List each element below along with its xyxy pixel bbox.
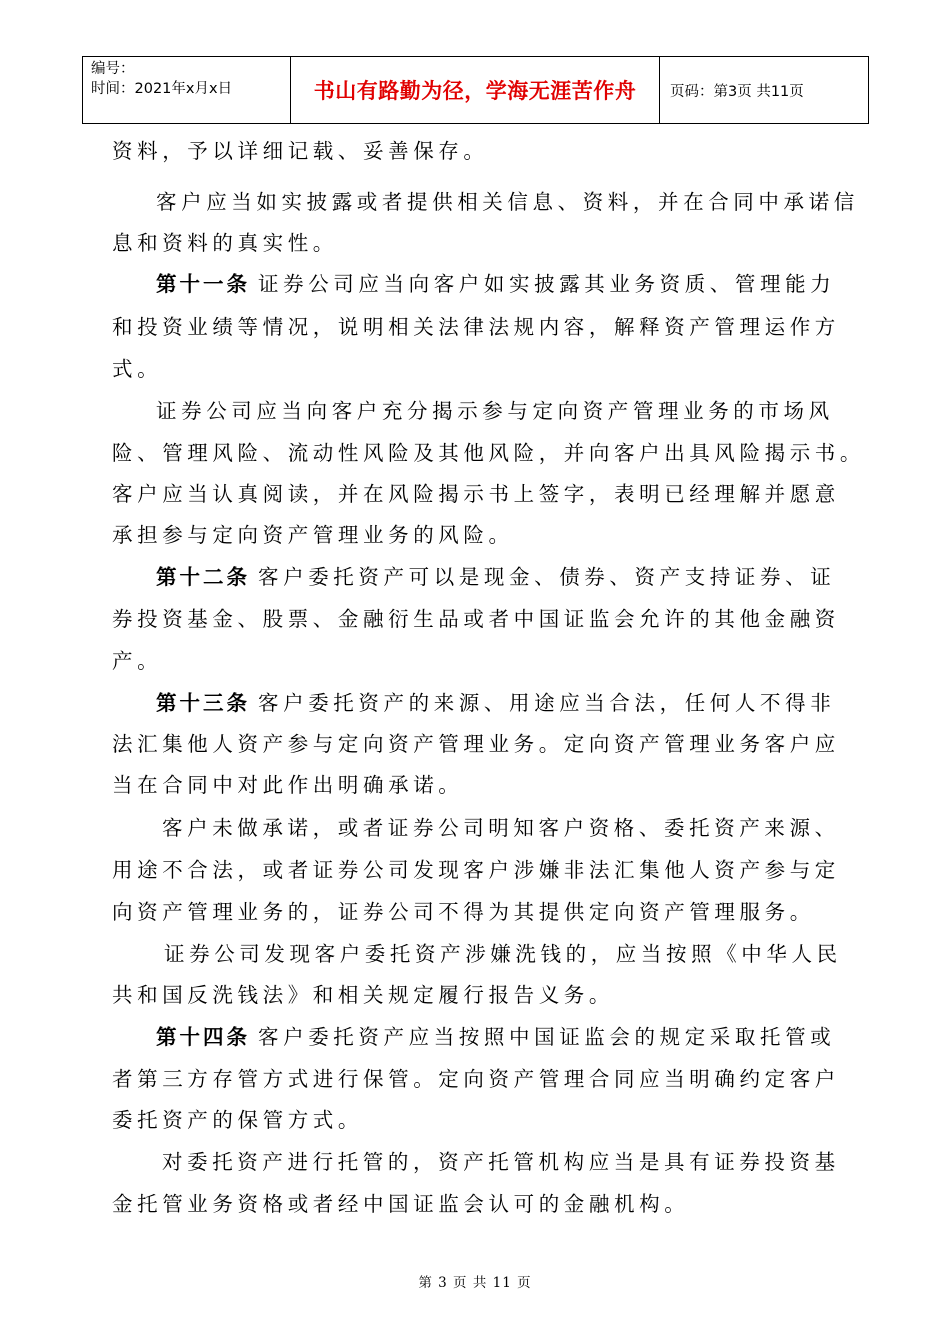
text-line: 共和国反洗钱法》和相关规定履行报告义务。 [112, 983, 614, 1007]
header-meta-cell [83, 57, 291, 124]
text-line: 客户未做承诺，或者证券公司明知客户资格、委托资产来源、 [162, 816, 840, 840]
text-line: 者第三方存管方式进行保管。定向资产管理合同应当明确约定客户 [112, 1067, 840, 1091]
header-motto: 书山有路勤为径，学海无涯苦作舟 [291, 57, 660, 124]
text-line: 金托管业务资格或者经中国证监会认可的金融机构。 [112, 1192, 690, 1216]
header-page-info: 页码：第3页 共11页 [660, 57, 869, 124]
text-line: 息和资料的真实性。 [112, 231, 338, 255]
article-heading: 第十一条 [156, 272, 250, 296]
text-line: 证券公司发现客户委托资产涉嫌洗钱的，应当按照《中华人民 [164, 942, 842, 966]
text-line: 客户应当认真阅读，并在风险揭示书上签字，表明已经理解并愿意 [112, 482, 840, 506]
text-line: 对委托资产进行托管的，资产托管机构应当是具有证券投资基 [162, 1150, 840, 1174]
text-line: 委托资产的保管方式。 [112, 1108, 363, 1132]
article-line: 第十一条 证券公司应当向客户如实披露其业务资质、管理能力 [156, 272, 836, 296]
document-number-label: 编号： [91, 61, 135, 77]
article-heading: 第十四条 [156, 1025, 250, 1049]
text-line: 产。 [112, 649, 163, 673]
text-line: 当在合同中对此作出明确承诺。 [112, 773, 464, 797]
text-line: 式。 [112, 357, 163, 381]
article-heading: 第十三条 [156, 691, 250, 715]
page-header [82, 56, 869, 124]
text-line: 客户应当如实披露或者提供相关信息、资料，并在合同中承诺信 [156, 190, 859, 214]
article-heading: 第十二条 [156, 565, 250, 589]
text-line: 用途不合法，或者证券公司发现客户涉嫌非法汇集他人资产参与定 [112, 858, 840, 882]
page-footer: 第 3 页 共 11 页 [418, 1275, 532, 1291]
text-line: 向资产管理业务的，证券公司不得为其提供定向资产管理服务。 [112, 900, 815, 924]
text-line: 和投资业绩等情况，说明相关法律法规内容，解释资产管理运作方 [112, 315, 840, 339]
text-line: 证券公司应当向客户充分揭示参与定向资产管理业务的市场风 [156, 399, 834, 423]
document-time-label: 时间：2021年x月x日 [91, 81, 233, 97]
article-line: 第十二条 客户委托资产可以是现金、债券、资产支持证券、证 [156, 565, 836, 589]
text-line: 险、管理风险、流动性风险及其他风险，并向客户出具风险揭示书。 [112, 441, 865, 465]
text-line: 券投资基金、股票、金融衍生品或者中国证监会允许的其他金融资 [112, 607, 840, 631]
text-line: 资料，予以详细记载、妥善保存。 [112, 139, 489, 163]
article-line: 第十四条 客户委托资产应当按照中国证监会的规定采取托管或 [156, 1025, 836, 1049]
text-line: 承担参与定向资产管理业务的风险。 [112, 523, 514, 547]
article-line: 第十三条 客户委托资产的来源、用途应当合法，任何人不得非 [156, 691, 836, 715]
text-line: 法汇集他人资产参与定向资产管理业务。定向资产管理业务客户应 [112, 732, 840, 756]
